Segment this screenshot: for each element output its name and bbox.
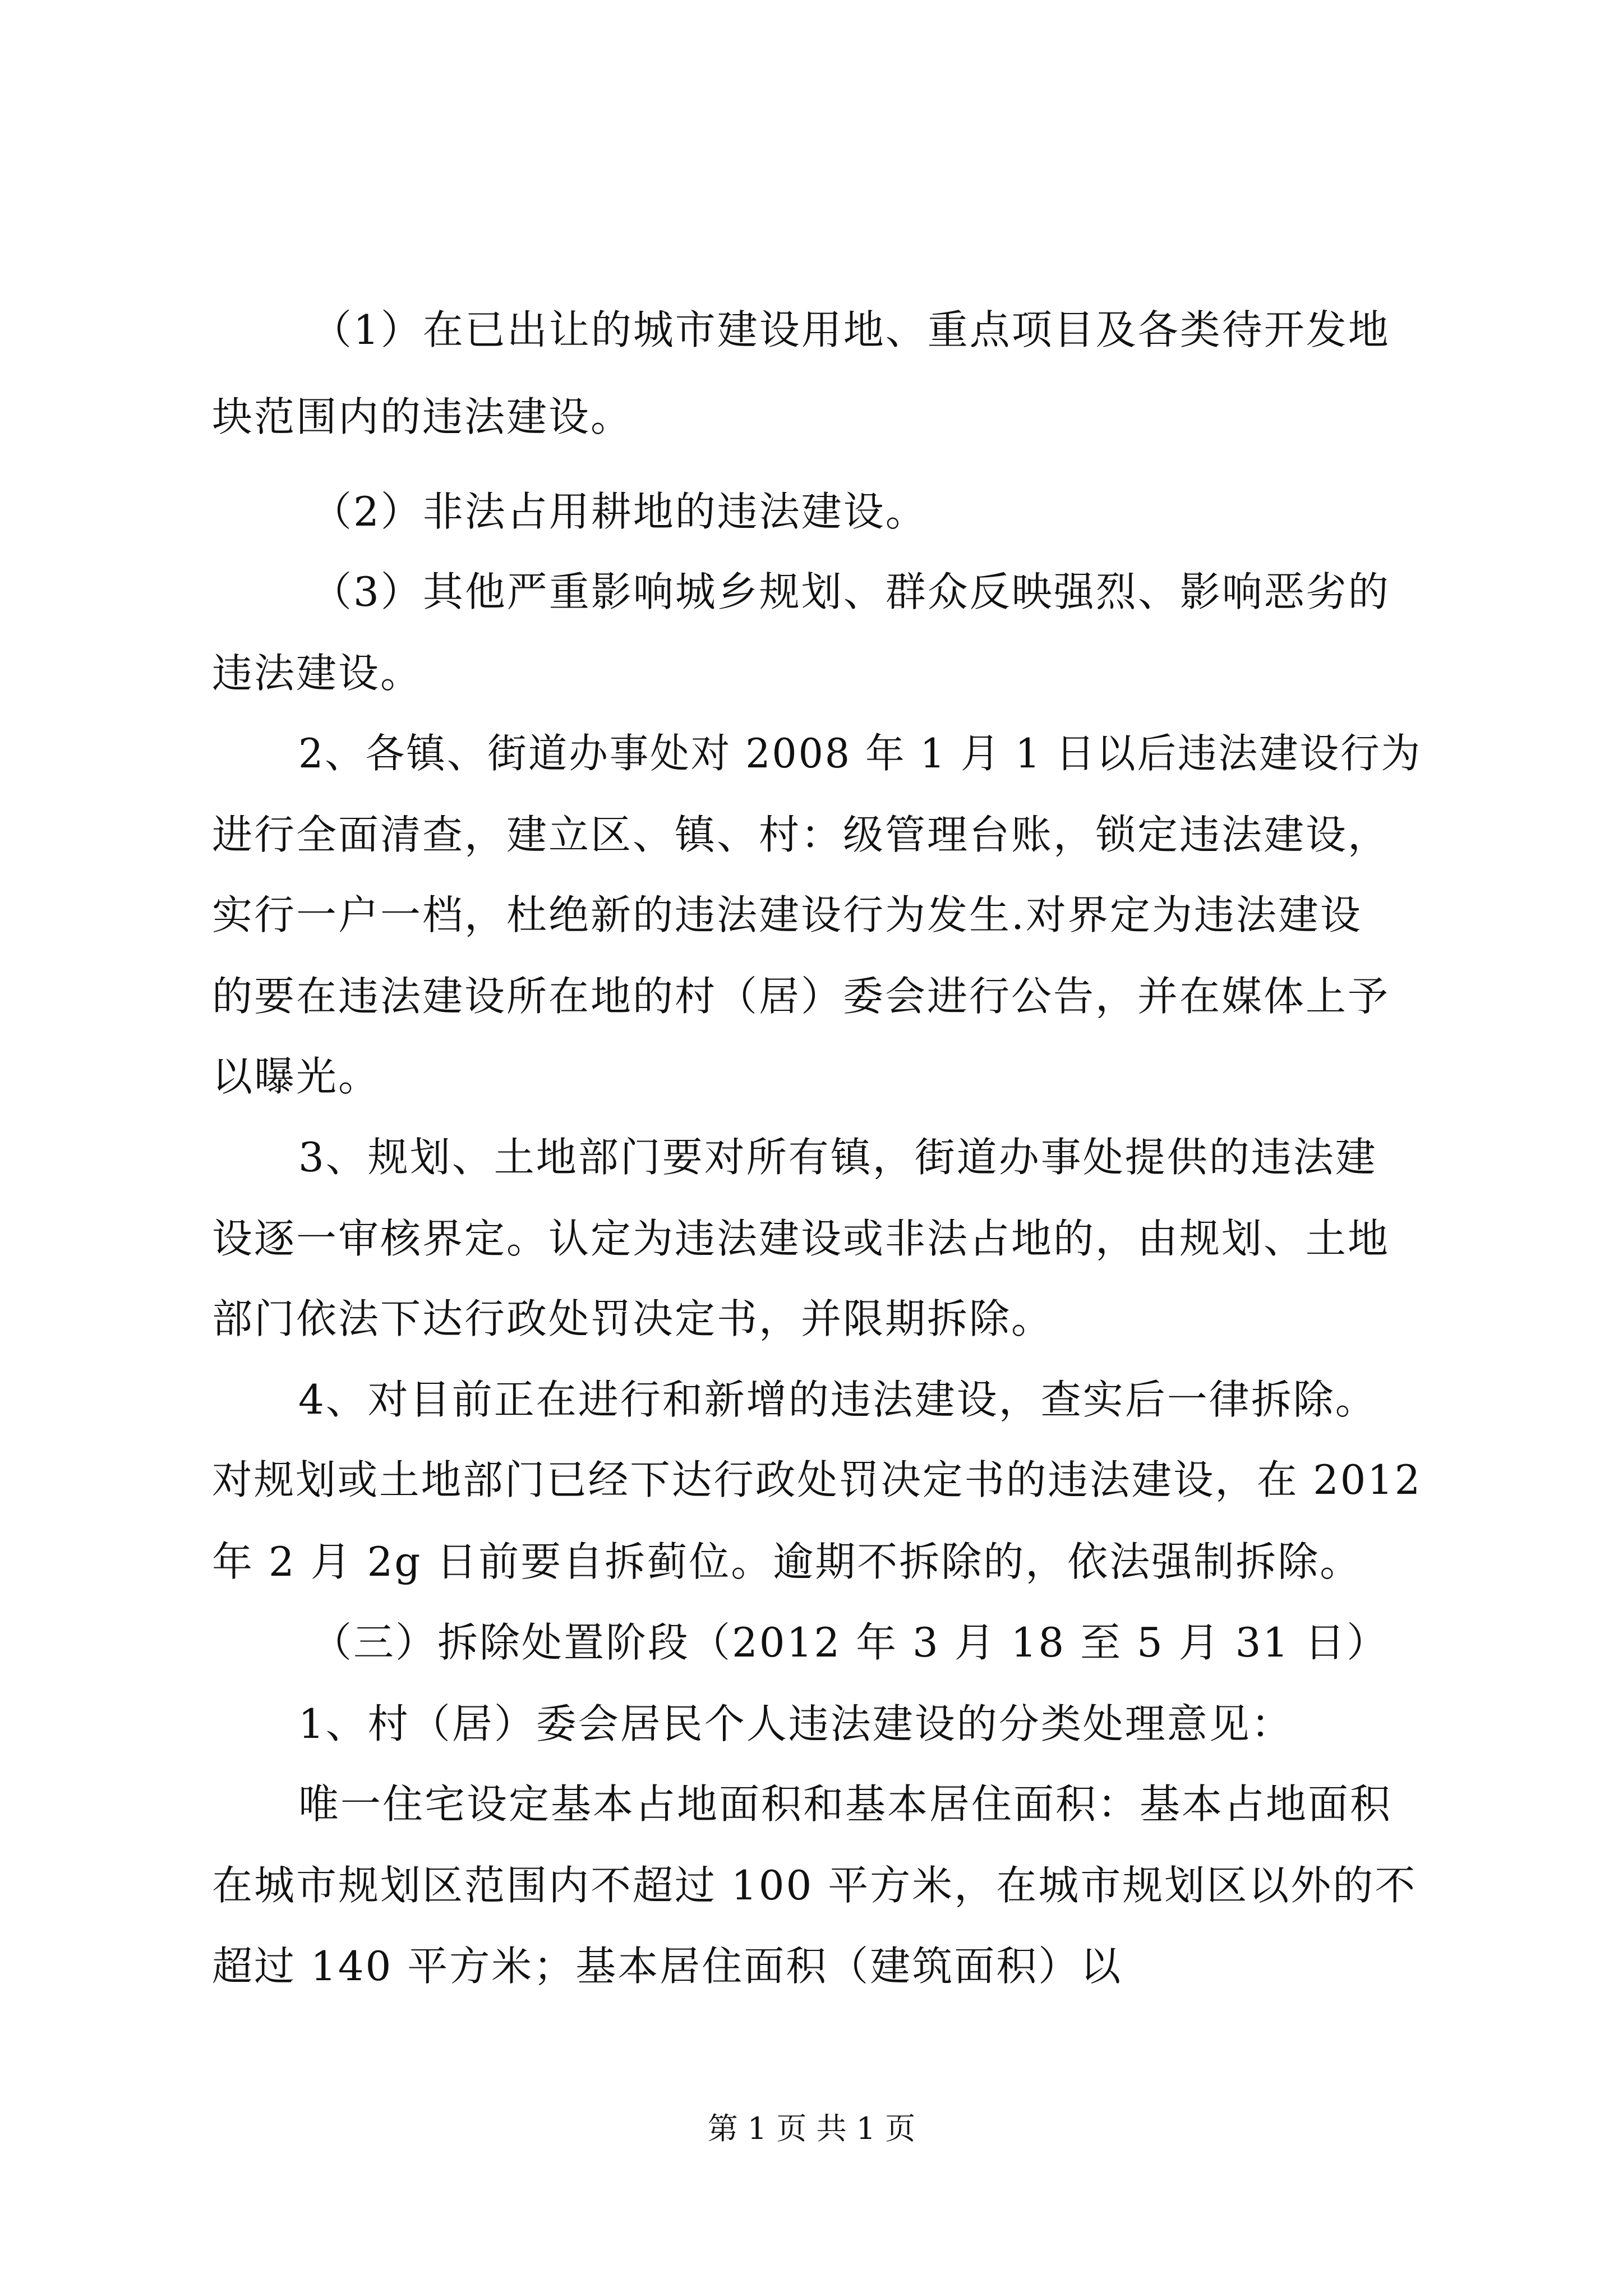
- text-line: 实行一户一档，杜绝新的违法建设行为发生.对界定为违法建设: [212, 891, 1362, 938]
- text-line: （1）在已出让的城市建设用地、重点项目及各类待开发地: [311, 306, 1390, 353]
- text-line: 超过 140 平方米；基本居住面积（建筑面积）以: [212, 1943, 1123, 1990]
- text-line: 3、规划、土地部门要对所有镇，街道办事处提供的违法建: [298, 1134, 1377, 1181]
- page-footer: 第 1 页 共 1 页: [707, 2111, 916, 2146]
- text-line: 设逐一审核界定。认定为违法建设或非法占地的，由规划、土地: [212, 1215, 1390, 1262]
- text-line: 进行全面清查，建立区、镇、村：级管理台账，锁定违法建设，: [212, 811, 1390, 858]
- text-line: 唯一住宅设定基本占地面积和基本居住面积：基本占地面积: [298, 1780, 1393, 1828]
- text-line: 对规划或土地部门已经下达行政处罚决定书的违法建设，在 2012: [212, 1456, 1422, 1503]
- text-line: 部门依法下达行政处罚决定书，并限期拆除。: [212, 1295, 1054, 1342]
- text-line: 在城市规划区范围内不超过 100 平方米，在城市规划区以外的不: [212, 1862, 1417, 1909]
- text-line: 1、村（居）委会居民个人违法建设的分类处理意见：: [298, 1700, 1293, 1747]
- text-line: 以曝光。: [212, 1053, 381, 1100]
- text-line: 2、各镇、街道办事处对 2008 年 1 月 1 日以后违法建设行为: [298, 730, 1422, 777]
- text-line: （三）拆除处置阶段（2012 年 3 月 18 至 5 月 31 日）: [311, 1619, 1389, 1666]
- text-line: 块范围内的违法建设。: [212, 393, 633, 440]
- text-line: 违法建设。: [212, 650, 423, 697]
- text-line: （2）非法占用耕地的违法建设。: [311, 488, 928, 535]
- text-line: 年 2 月 2g 日前要自拆蓟位。逾期不拆除的，依法强制拆除。: [212, 1538, 1362, 1585]
- text-line: 的要在违法建设所在地的村（居）委会进行公告，并在媒体上予: [212, 973, 1390, 1020]
- text-line: （3）其他严重影响城乡规划、群众反映强烈、影响恶劣的: [311, 568, 1390, 615]
- text-line: 4、对目前正在进行和新增的违法建设，查实后一律拆除。: [298, 1376, 1377, 1423]
